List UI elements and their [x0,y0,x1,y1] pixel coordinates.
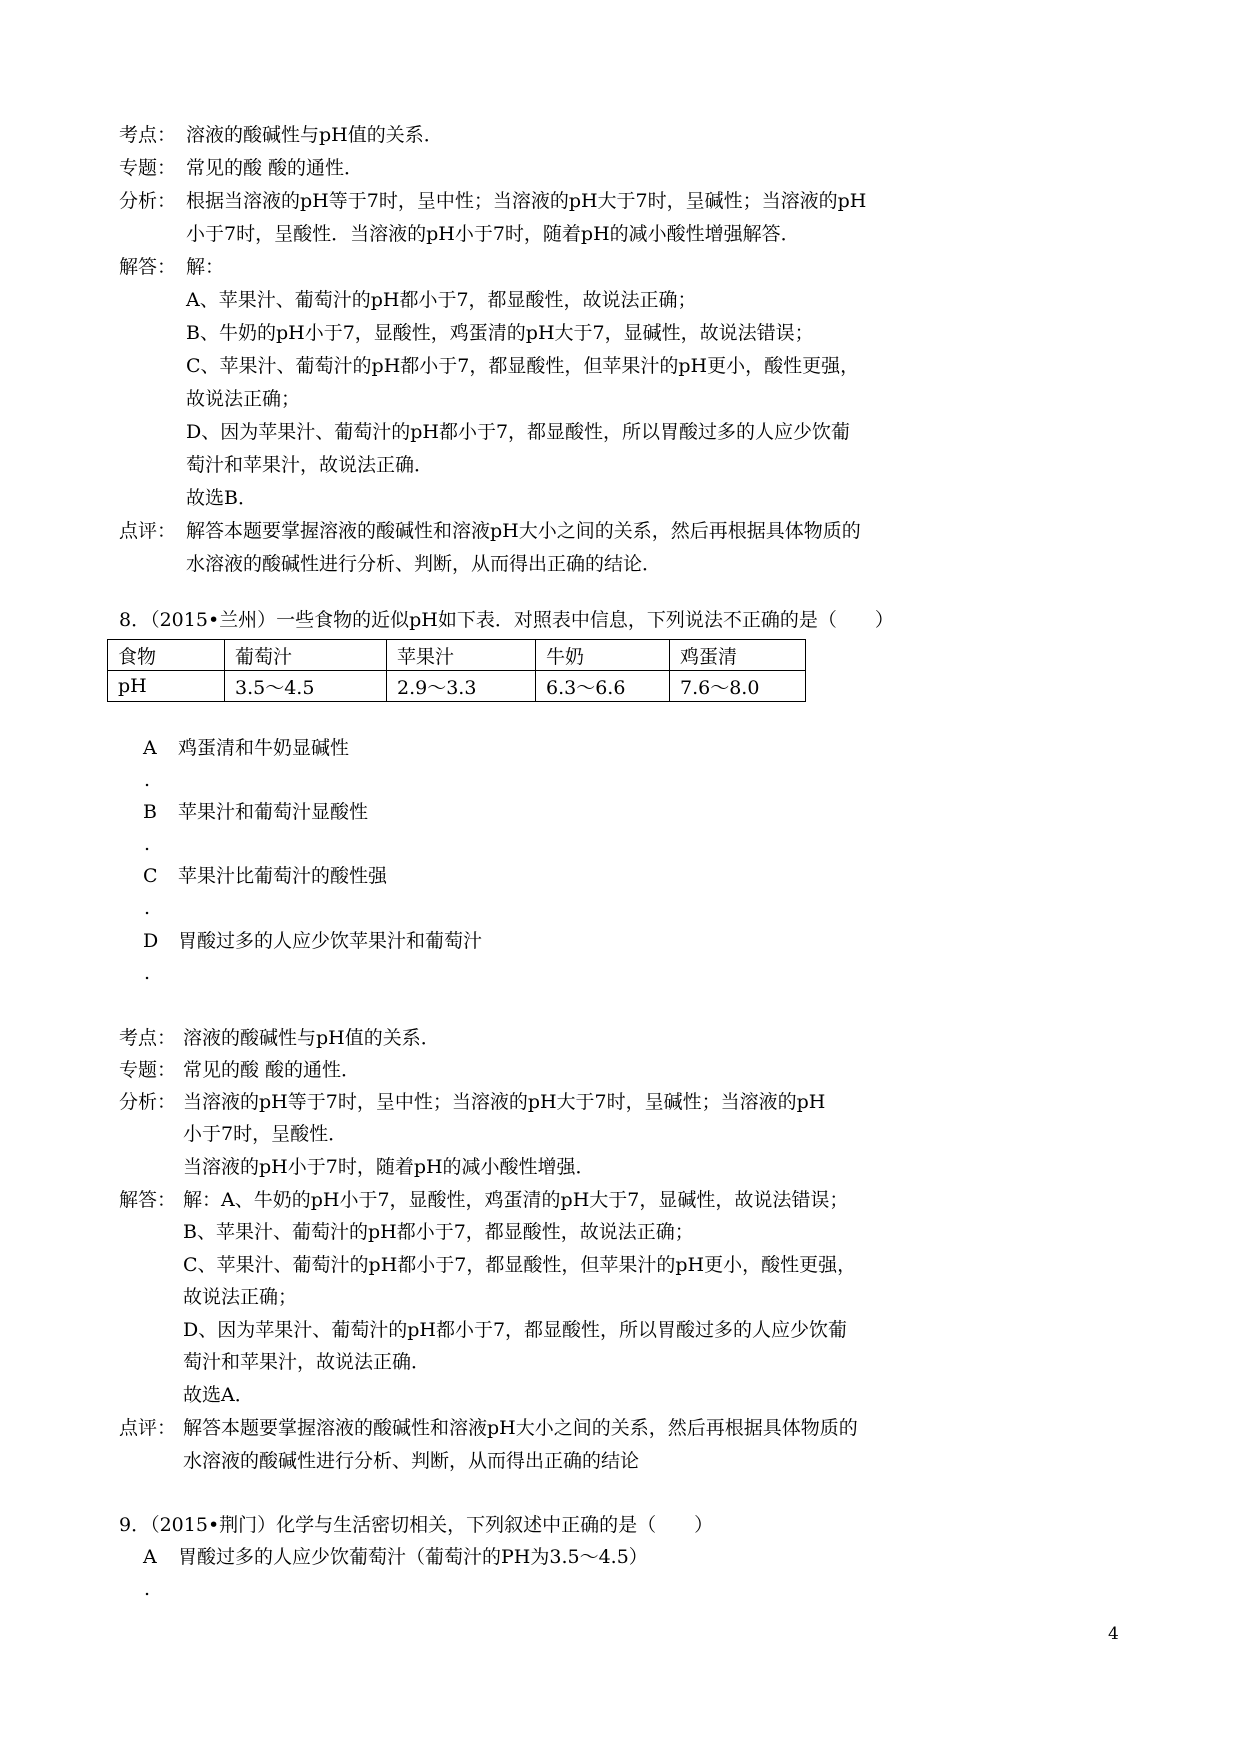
jieda-line: A、苹果汁、葡萄汁的pH都小于7，都显酸性，故说法正确； [186,289,697,311]
table-cell: 3.5～4.5 [225,671,387,702]
dianping-line: 解答本题要掌握溶液的酸碱性和溶液pH大小之间的关系，然后再根据具体物质的 [183,1417,858,1439]
option-dot: . [144,962,151,984]
question-9-stem: 9．（2015•荆门）化学与生活密切相关，下列叙述中正确的是（ ） [119,1514,714,1536]
jieda-line: B、牛奶的pH小于7，显酸性，鸡蛋清的pH大于7，显碱性，故说法错误； [186,322,814,344]
fenxi-line: 根据当溶液的pH等于7时，呈中性；当溶液的pH大于7时，呈碱性；当溶液的pH [186,190,867,212]
table-cell: pH [108,671,225,702]
page-number: 4 [1108,1624,1119,1644]
jieda-line: 故说法正确； [183,1286,298,1308]
kaodian-label: 考点： [119,1027,177,1049]
fenxi-line: 小于7时，呈酸性． [183,1123,348,1145]
jieda-line: 萄汁和苹果汁，故说法正确． [183,1351,431,1373]
zhuanti-label: 专题： [119,1059,177,1081]
fenxi-line: 当溶液的pH小于7时，随着pH的减小酸性增强． [183,1156,595,1178]
table-cell: 牛奶 [536,640,670,671]
option-a-text: 胃酸过多的人应少饮葡萄汁（葡萄汁的PH为3.5～4.5） [178,1546,648,1568]
table-cell: 食物 [108,640,225,671]
option-dot: . [144,769,151,791]
table-cell: 葡萄汁 [225,640,387,671]
table-cell: 苹果汁 [387,640,536,671]
fenxi-line: 小于7时，呈酸性．当溶液的pH小于7时，随着pH的减小酸性增强解答． [186,223,800,245]
jieda-label: 解答： [119,256,177,278]
kaodian-text: 溶液的酸碱性与pH值的关系． [183,1027,440,1049]
kaodian-label: 考点： [119,124,177,146]
dianping-line: 水溶液的酸碱性进行分析、判断，从而得出正确的结论 [183,1450,640,1472]
jieda-line: D、因为苹果汁、葡萄汁的pH都小于7，都显酸性，所以胃酸过多的人应少饮葡 [183,1319,848,1341]
jieda-line: 解： [186,256,225,278]
dianping-line: 水溶液的酸碱性进行分析、判断，从而得出正确的结论． [186,553,662,575]
food-ph-table [107,639,806,702]
dianping-line: 解答本题要掌握溶液的酸碱性和溶液pH大小之间的关系，然后再根据具体物质的 [186,520,861,542]
fenxi-label: 分析： [119,190,177,212]
zhuanti-text: 常见的酸 酸的通性． [186,157,364,179]
option-dot: . [144,833,151,855]
option-a-text: 鸡蛋清和牛奶显碱性 [178,737,350,759]
jieda-line: 故选B． [186,487,257,509]
option-d-text: 胃酸过多的人应少饮苹果汁和葡萄汁 [178,930,483,952]
jieda-line: 故说法正确； [186,388,301,410]
dianping-label: 点评： [119,1417,177,1439]
table-cell: 6.3～6.6 [536,671,670,702]
option-letter: A [143,1546,157,1568]
jieda-line: 萄汁和苹果汁，故说法正确． [186,454,434,476]
zhuanti-label: 专题： [119,157,177,179]
fenxi-line: 当溶液的pH等于7时，呈中性；当溶液的pH大于7时，呈碱性；当溶液的pH [183,1091,826,1113]
jieda-line: C、苹果汁、葡萄汁的pH都小于7，都显酸性，但苹果汁的pH更小，酸性更强， [186,355,860,377]
kaodian-text: 溶液的酸碱性与pH值的关系． [186,124,443,146]
table-row [108,640,806,671]
jieda-line: B、苹果汁、葡萄汁的pH都小于7，都显酸性，故说法正确； [183,1221,694,1243]
option-letter: B [143,801,157,823]
table-row [108,671,806,702]
question-8-stem: 8．（2015•兰州）一些食物的近似pH如下表．对照表中信息，下列说法不正确的是（ ） [119,609,894,631]
table-cell: 鸡蛋清 [670,640,806,671]
jieda-line: 解：A、牛奶的pH小于7，显酸性，鸡蛋清的pH大于7，显碱性，故说法错误； [183,1189,849,1211]
option-letter: A [143,737,157,759]
option-dot: . [144,1578,151,1600]
option-letter: D [143,930,159,952]
jieda-label: 解答： [119,1189,177,1211]
jieda-line: D、因为苹果汁、葡萄汁的pH都小于7，都显酸性，所以胃酸过多的人应少饮葡 [186,421,851,443]
table-cell: 7.6～8.0 [670,671,806,702]
zhuanti-text: 常见的酸 酸的通性． [183,1059,361,1081]
dianping-label: 点评： [119,520,177,542]
jieda-line: 故选A． [183,1384,254,1406]
fenxi-label: 分析： [119,1091,177,1113]
jieda-line: C、苹果汁、葡萄汁的pH都小于7，都显酸性，但苹果汁的pH更小，酸性更强， [183,1254,857,1276]
option-dot: . [144,897,151,919]
option-b-text: 苹果汁和葡萄汁显酸性 [178,801,369,823]
option-c-text: 苹果汁比葡萄汁的酸性强 [178,865,388,887]
table-cell: 2.9～3.3 [387,671,536,702]
option-letter: C [143,865,158,887]
